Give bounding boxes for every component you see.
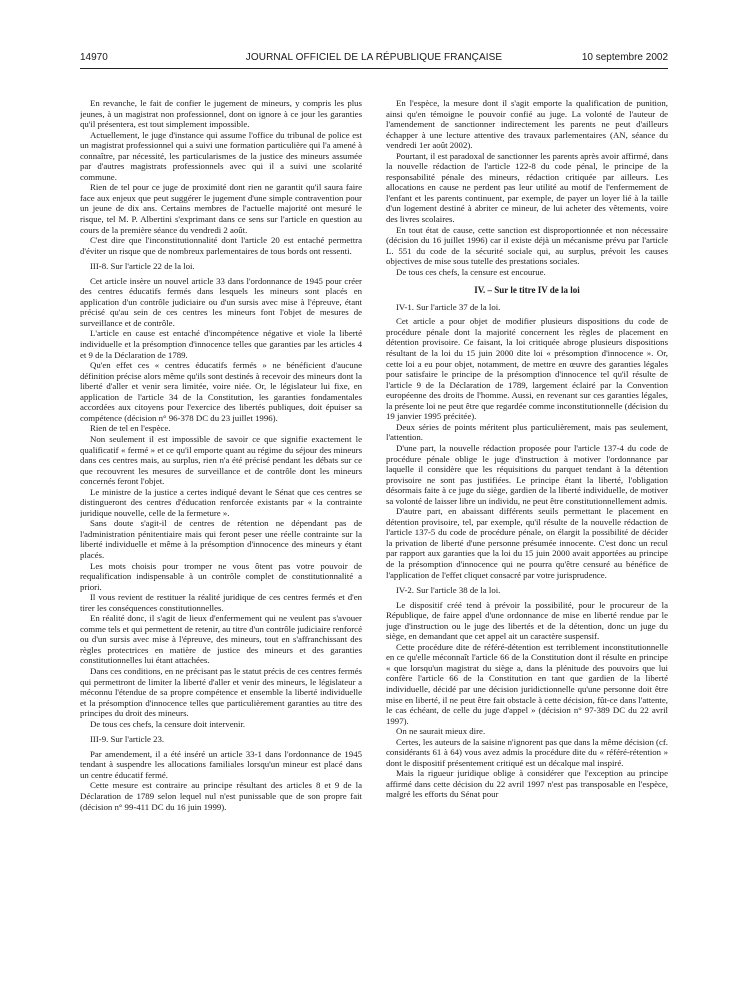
paragraph: Non seulement il est impossible de savoir ce que signifie exactement le qualificatif « fermé » et ce qu'il emporte quant au régime du séjour des mineurs dans ces centres mais, au surplus, rien n'a été précisé pendant les débats sur ce que recouvrent les mesures de surveillance et de contrôle dont les mineurs concernés feront l'objet.	[80, 433, 362, 487]
paragraph: Cette mesure est contraire au principe résultant des articles 8 et 9 de la Déclaration de 1789 selon lequel nul n'est punissable que de son propre fait (décision n° 99-411 DC du 16 juin 1999).	[80, 780, 362, 812]
paragraph: L'article en cause est entaché d'incompétence négative et viole la liberté individuelle et la présomption d'innocence telles que garanties par les articles 4 et 9 de la Déclaration de 1789.	[80, 328, 362, 360]
paragraph: D'une part, la nouvelle rédaction proposée pour l'article 137-4 du code de procédure pénale oblige le juge d'instruction à motiver l'ordonnance par laquelle il considère que les réquisitions du parquet tendant à la détention provisoire ne sont pas justifiées. Le principe étant la liberté, l'obligation désormais faite à ce juge du siège, gardien de la liberté individuelle, de motiver sa volonté de laisser libre un individu, ne peut être constitutionnellement admis.	[386, 442, 668, 506]
subsection-heading: III-8. Sur l'article 22 de la loi.	[90, 261, 195, 272]
page-header	[80, 52, 668, 66]
paragraph: De tous ces chefs, la censure est encourue.	[396, 266, 546, 277]
paragraph: Cet article insère un nouvel article 33 dans l'ordonnance de 1945 pour créer des centres éducatifs fermés dans lesquels les mineurs sont placés en application d'un contrôle judiciaire ou d'un sursis avec mise à l'épreuve, étant précisé qu'au sein de ces centres les mineurs font l'objet de mesures de surveillance et de contrôle.	[80, 275, 362, 328]
page-number: 14970	[80, 52, 108, 63]
paragraph: C'est dire que l'inconstitutionnalité dont l'article 20 est entaché permettra d'éviter un risque que de nombreux parlementaires de tous bords ont ressenti.	[80, 235, 362, 256]
paragraph: Cet article a pour objet de modifier plusieurs dispositions du code de procédure pénale dont la majorité concernent les règles de placement en détention provisoire. Ce faisant, la loi critiquée abroge plusieurs dispositions résultant de la loi du 15 juin 2000 dite loi « présomption d'innocence ». Or, cette loi a eu pour objet, notamment, de mettre en œuvre des garanties légales pour satisfaire le principe de la présomption d'innocence tel qu'il résulte de l'article 9 de la Déclaration de 1789, largement éclairé par la Convention européenne des droits de l'homme. Aussi, en revenant sur ces garanties légales, la présente loi ne peut être que regardée comme inconstitutionnelle (décision du 19 janvier 1995 précitée).	[386, 316, 668, 422]
header-rule	[80, 68, 668, 69]
paragraph: Sans doute s'agit-il de centres de rétention ne dépendant pas de l'administration pénitentiaire mais qui feront peser une réelle contrainte sur la liberté individuelle et même à la présomption d'innocence des mineurs y étant placés.	[80, 518, 362, 560]
paragraph: Actuellement, le juge d'instance qui assume l'office du tribunal de police est un magistrat professionnel qui a suivi une formation particulière qui l'a amené à connaître, par nécessité, les particularismes de la justice des mineurs assumée par d'autres magistrats professionnels avec qui il a suivi une scolarité commune.	[80, 129, 362, 182]
paragraph: Il vous revient de restituer la réalité juridique de ces centres fermés et d'en tirer les conséquences constitutionnelles.	[80, 592, 362, 613]
paragraph: Par amendement, il a été inséré un article 33-1 dans l'ordonnance de 1945 tendant à suspendre les allocations familiales lorsqu'un mineur est placé dans un centre éducatif fermé.	[80, 748, 362, 780]
paragraph: En l'espèce, la mesure dont il s'agit emporte la qualification de punition, ainsi qu'en témoigne le pouvoir confié au juge. La volonté de l'auteur de l'amendement de sanctionner indirectement les parents ne peut d'ailleurs échapper à une lecture attentive des travaux parlementaires (AN, séance du vendredi 1er août 2002).	[386, 98, 668, 151]
paragraph: Certes, les auteurs de la saisine n'ignorent pas que dans la même décision (cf. considérants 61 à 64) vous avez admis la procédure dite du « référé-rétention » dont le dispositif présentement critiqué est un décalque mal inspiré.	[386, 736, 668, 768]
issue-date: 10 septembre 2002	[581, 52, 668, 63]
right-column	[386, 98, 668, 978]
paragraph: On ne saurait mieux dire.	[396, 726, 486, 737]
subsection-heading: IV-1. Sur l'article 37 de la loi.	[396, 301, 501, 312]
journal-title: JOURNAL OFFICIEL DE LA RÉPUBLIQUE FRANÇAISE	[245, 52, 503, 63]
paragraph: Le ministre de la justice a certes indiqué devant le Sénat que ces centres se distingueront des centres d'éducation renforcée existants par « la contrainte juridique nouvelle, celle de la fermeture ».	[80, 486, 362, 518]
paragraph: Cette procédure dite de référé-détention est terriblement inconstitutionnelle en ce qu'elle méconnaît l'article 66 de la Constitution dont il résulte en principe « que lorsqu'un magistrat du siège a, dans la plénitude des pouvoirs que lui confère l'article 66 de la Constitution en tant que gardien de la liberté individuelle, décidé par une décision juridictionnelle qu'une personne doit être mise en liberté, il ne peut être fait obstacle à cette décision, fût-ce dans l'attente, le cas échéant, de celle du juge d'appel » (décision n° 97-389 DC du 22 avril 1997).	[386, 641, 668, 726]
paragraph: En revanche, le fait de confier le jugement de mineurs, y compris les plus jeunes, à un magistrat non professionnel, dont on ignore à ce jour les garanties qu'il présentera, est tout simplement impossible.	[80, 98, 362, 130]
paragraph: Pourtant, il est paradoxal de sanctionner les parents après avoir affirmé, dans la nouvelle rédaction de l'article 122-8 du code pénal, le principe de la responsabilité pénale des mineurs, rédaction critiquée par ailleurs. Les allocations en cause ne perdent pas leur utilité au motif de l'enfermement de l'enfant et les parents continuent, par exemple, de payer un loyer lié à la taille d'un logement destiné à abriter ce mineur, de lui acheter des vêtements, voire des livres scolaires.	[386, 150, 668, 225]
paragraph: Les mots choisis pour tromper ne vous ôtent pas votre pouvoir de requalification indispensable à un contrôle complet de constitutionnalité a priori.	[80, 560, 362, 592]
paragraph: En tout état de cause, cette sanction est disproportionnée et non nécessaire (décision du 16 juillet 1996) car il existe déjà un mécanisme prévu par l'article L. 551 du code de la sécurité sociale qui, au surplus, prévoit les causes objectives de mise sous tutelle des prestations sociales.	[386, 224, 668, 267]
section-title: IV. – Sur le titre IV de la loi	[474, 285, 580, 296]
paragraph: Rien de tel en l'espèce.	[90, 423, 171, 434]
subsection-heading: III-9. Sur l'article 23.	[90, 734, 165, 745]
paragraph: Le dispositif créé tend à prévoir la possibilité, pour le procureur de la République, de faire appel d'une ordonnance de mise en liberté rendue par le juge d'instruction ou le juge des libertés et de la détention, donc un juge du siège, en demandant que cet appel ait un caractère suspensif.	[386, 599, 668, 642]
left-column	[80, 98, 362, 978]
paragraph: Qu'en effet ces « centres éducatifs fermés » ne bénéficient d'aucune définition précise alors même qu'ils sont destinés à recevoir des mineurs dont la liberté d'aller et venir sera limitée, voire niée. Or, le législateur lui fixe, en application de l'article 34 de la Constitution, les garanties fondamentales accordées aux citoyens pour l'exercice des libertés publiques, doit épuiser sa compétence (décision n° 96-378 DC du 23 juillet 1996).	[80, 360, 362, 423]
paragraph: Mais la rigueur juridique oblige à considérer que l'exception au principe affirmé dans cette décision du 22 avril 1997 n'est pas transposable en l'espèce, malgré les efforts du Sénat pour	[386, 768, 668, 800]
paragraph: Rien de tel pour ce juge de proximité dont rien ne garantit qu'il saura faire face aux enjeux que peut suggérer le jugement d'une simple contravention pour un jeune de dix ans. Certains membres de l'actuelle majorité ont mesuré le risque, tel M. P. Albertini s'exprimant dans ce sens sur l'article en question au cours de la première séance du vendredi 2 août.	[80, 182, 362, 235]
paragraph: En réalité donc, il s'agit de lieux d'enfermement qui ne veulent pas s'avouer comme tels et qui permettent de retenir, au titre d'un contrôle judiciaire renforcé ou d'un sursis avec mise à l'épreuve, des mineurs, tout en s'affranchissant des règles protectrices en matière de justice des mineurs et des garanties constitutionnelles lui étant attachées.	[80, 613, 362, 666]
paragraph: D'autre part, en abaissant différents seuils permettant le placement en détention provisoire, tel, par exemple, qu'il résulte de la nouvelle rédaction de l'article 137-5 du code de procédure pénale, on élargit la possibilité de décider la privation de liberté d'une personne présumée innocente. C'est donc un recul par rapport aux garanties que la loi du 15 juin 2000 avait apportées au principe de la présomption d'innocence qui ne pourra qu'être censuré au bénéfice de l'application de l'effet cliquet consacré par votre jurisprudence.	[386, 506, 668, 580]
paragraph: Deux séries de points méritent plus particulièrement, mais pas seulement, l'attention.	[386, 421, 668, 443]
paragraph: De tous ces chefs, la censure doit intervenir.	[90, 718, 246, 729]
subsection-heading: IV-2. Sur l'article 38 de la loi.	[396, 585, 501, 596]
paragraph: Dans ces conditions, en ne précisant pas le statut précis de ces centres fermés qui permettront de limiter la liberté d'aller et venir des mineurs, le législateur a méconnu l'étendue de sa propre compétence et ensemble la liberté individuelle et la présomption d'innocence telles que particulièrement garanties au titre des principes du droit des mineurs.	[80, 665, 362, 719]
